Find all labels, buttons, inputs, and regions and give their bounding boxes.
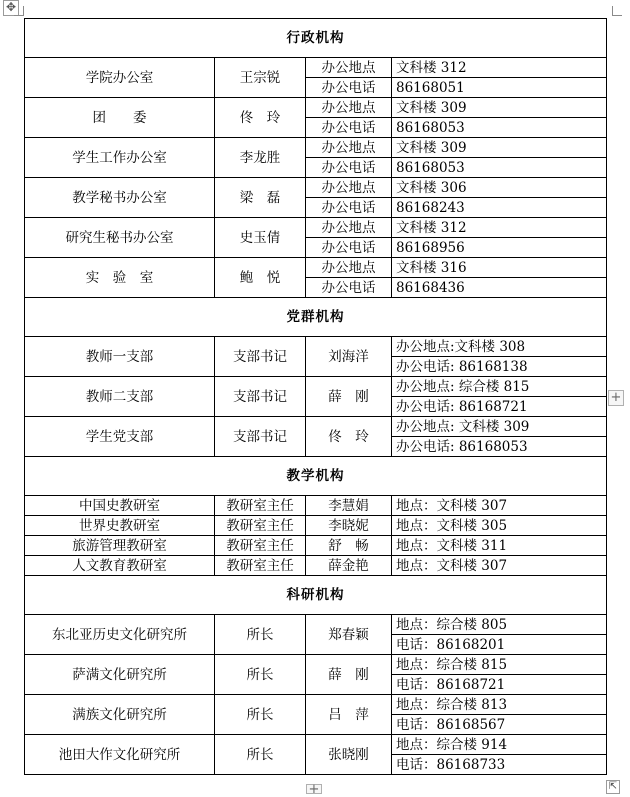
location-value: 地点：文科楼 307	[392, 556, 607, 576]
table-row	[25, 735, 607, 755]
section-header-row	[25, 576, 607, 615]
unit-name: 东北亚历史文化研究所	[25, 615, 215, 655]
role-name: 支部书记	[215, 417, 306, 457]
location-value: 文科楼 316	[392, 258, 607, 278]
location-value: 地点：综合楼 815	[392, 655, 607, 675]
location-value: 文科楼 306	[392, 178, 607, 198]
margin-corner-top-right	[612, 6, 622, 16]
phone-value: 86168956	[392, 238, 607, 258]
role-name: 教研室主任	[215, 536, 306, 556]
phone-value: 86168243	[392, 198, 607, 218]
location-label: 办公地点	[306, 258, 392, 278]
phone-label: 办公电话	[306, 118, 392, 138]
location-value: 文科楼 309	[392, 98, 607, 118]
table-row	[25, 516, 607, 536]
phone-value: 办公电话: 86168138	[392, 357, 607, 377]
table-resize-corner-icon[interactable]: ⇱	[606, 780, 620, 794]
phone-value: 办公电话: 86168053	[392, 437, 607, 457]
person-name: 史玉倩	[215, 218, 306, 258]
unit-name: 池田大作文化研究所	[25, 735, 215, 775]
table-row	[25, 377, 607, 397]
table-row	[25, 218, 607, 238]
phone-value: 86168436	[392, 278, 607, 298]
phone-value: 办公电话: 86168721	[392, 397, 607, 417]
location-label: 办公地点	[306, 58, 392, 78]
add-row-plus-icon[interactable]: +	[608, 390, 624, 406]
section-title-party: 党群机构	[25, 298, 607, 337]
person-name: 刘海洋	[306, 337, 392, 377]
person-name: 鲍 悦	[215, 258, 306, 298]
role-name: 教研室主任	[215, 496, 306, 516]
role-name: 所长	[215, 735, 306, 775]
person-name: 佟 玲	[306, 417, 392, 457]
role-name: 所长	[215, 655, 306, 695]
location-label: 办公地点	[306, 138, 392, 158]
role-name: 所长	[215, 695, 306, 735]
unit-name: 旅游管理教研室	[25, 536, 215, 556]
table-row	[25, 258, 607, 278]
person-name: 薛 刚	[306, 377, 392, 417]
person-name: 张晓刚	[306, 735, 392, 775]
person-name: 舒 畅	[306, 536, 392, 556]
location-value: 地点：文科楼 305	[392, 516, 607, 536]
add-column-plus-icon[interactable]: +	[306, 784, 322, 794]
table-row	[25, 138, 607, 158]
phone-value: 电话：86168721	[392, 675, 607, 695]
phone-value: 电话：86168201	[392, 635, 607, 655]
table-row	[25, 496, 607, 516]
location-value: 地点：综合楼 805	[392, 615, 607, 635]
unit-name: 教师一支部	[25, 337, 215, 377]
unit-name: 人文教育教研室	[25, 556, 215, 576]
margin-corner-top-left	[14, 6, 24, 16]
unit-name: 教学秘书办公室	[25, 178, 215, 218]
location-value: 办公地点:文科楼 308	[392, 337, 607, 357]
location-value: 地点：文科楼 311	[392, 536, 607, 556]
section-header-row	[25, 457, 607, 496]
unit-name: 中国史教研室	[25, 496, 215, 516]
location-value: 文科楼 312	[392, 218, 607, 238]
table-row	[25, 615, 607, 635]
unit-name: 萨满文化研究所	[25, 655, 215, 695]
table-row	[25, 178, 607, 198]
person-name: 吕 萍	[306, 695, 392, 735]
phone-value: 电话：86168733	[392, 755, 607, 775]
location-value: 文科楼 309	[392, 138, 607, 158]
location-label: 办公地点	[306, 178, 392, 198]
table-row	[25, 417, 607, 437]
section-title-teaching: 教学机构	[25, 457, 607, 496]
person-name: 郑春颖	[306, 615, 392, 655]
person-name: 李慧娟	[306, 496, 392, 516]
table-row	[25, 337, 607, 357]
person-name: 李晓妮	[306, 516, 392, 536]
role-name: 教研室主任	[215, 556, 306, 576]
person-name: 李龙胜	[215, 138, 306, 178]
directory-table	[24, 18, 607, 775]
table-row	[25, 695, 607, 715]
location-value: 办公地点: 文科楼 309	[392, 417, 607, 437]
unit-name: 实 验 室	[25, 258, 215, 298]
person-name: 薛金艳	[306, 556, 392, 576]
location-value: 文科楼 312	[392, 58, 607, 78]
section-header-row	[25, 19, 607, 58]
unit-name: 满族文化研究所	[25, 695, 215, 735]
phone-label: 办公电话	[306, 198, 392, 218]
phone-value: 86168053	[392, 158, 607, 178]
unit-name: 学生工作办公室	[25, 138, 215, 178]
phone-label: 办公电话	[306, 78, 392, 98]
table-row	[25, 536, 607, 556]
person-name: 王宗锐	[215, 58, 306, 98]
unit-name: 学生党支部	[25, 417, 215, 457]
location-label: 办公地点	[306, 98, 392, 118]
role-name: 教研室主任	[215, 516, 306, 536]
table-move-handle-icon[interactable]: ✥	[3, 0, 19, 16]
unit-name: 教师二支部	[25, 377, 215, 417]
unit-name: 学院办公室	[25, 58, 215, 98]
table-row	[25, 655, 607, 675]
phone-label: 办公电话	[306, 238, 392, 258]
table-row	[25, 58, 607, 78]
location-value: 地点：文科楼 307	[392, 496, 607, 516]
location-value: 地点：综合楼 914	[392, 735, 607, 755]
phone-value: 电话：86168567	[392, 715, 607, 735]
table-row	[25, 556, 607, 576]
phone-label: 办公电话	[306, 158, 392, 178]
phone-value: 86168053	[392, 118, 607, 138]
person-name: 佟 玲	[215, 98, 306, 138]
location-value: 地点：综合楼 813	[392, 695, 607, 715]
person-name: 薛 刚	[306, 655, 392, 695]
role-name: 支部书记	[215, 337, 306, 377]
person-name: 梁 磊	[215, 178, 306, 218]
section-title-admin: 行政机构	[25, 19, 607, 58]
section-header-row	[25, 298, 607, 337]
role-name: 支部书记	[215, 377, 306, 417]
role-name: 所长	[215, 615, 306, 655]
phone-label: 办公电话	[306, 278, 392, 298]
unit-name: 世界史教研室	[25, 516, 215, 536]
phone-value: 86168051	[392, 78, 607, 98]
unit-name: 研究生秘书办公室	[25, 218, 215, 258]
location-label: 办公地点	[306, 218, 392, 238]
unit-name: 团 委	[25, 98, 215, 138]
table-row	[25, 98, 607, 118]
location-value: 办公地点: 综合楼 815	[392, 377, 607, 397]
section-title-research: 科研机构	[25, 576, 607, 615]
